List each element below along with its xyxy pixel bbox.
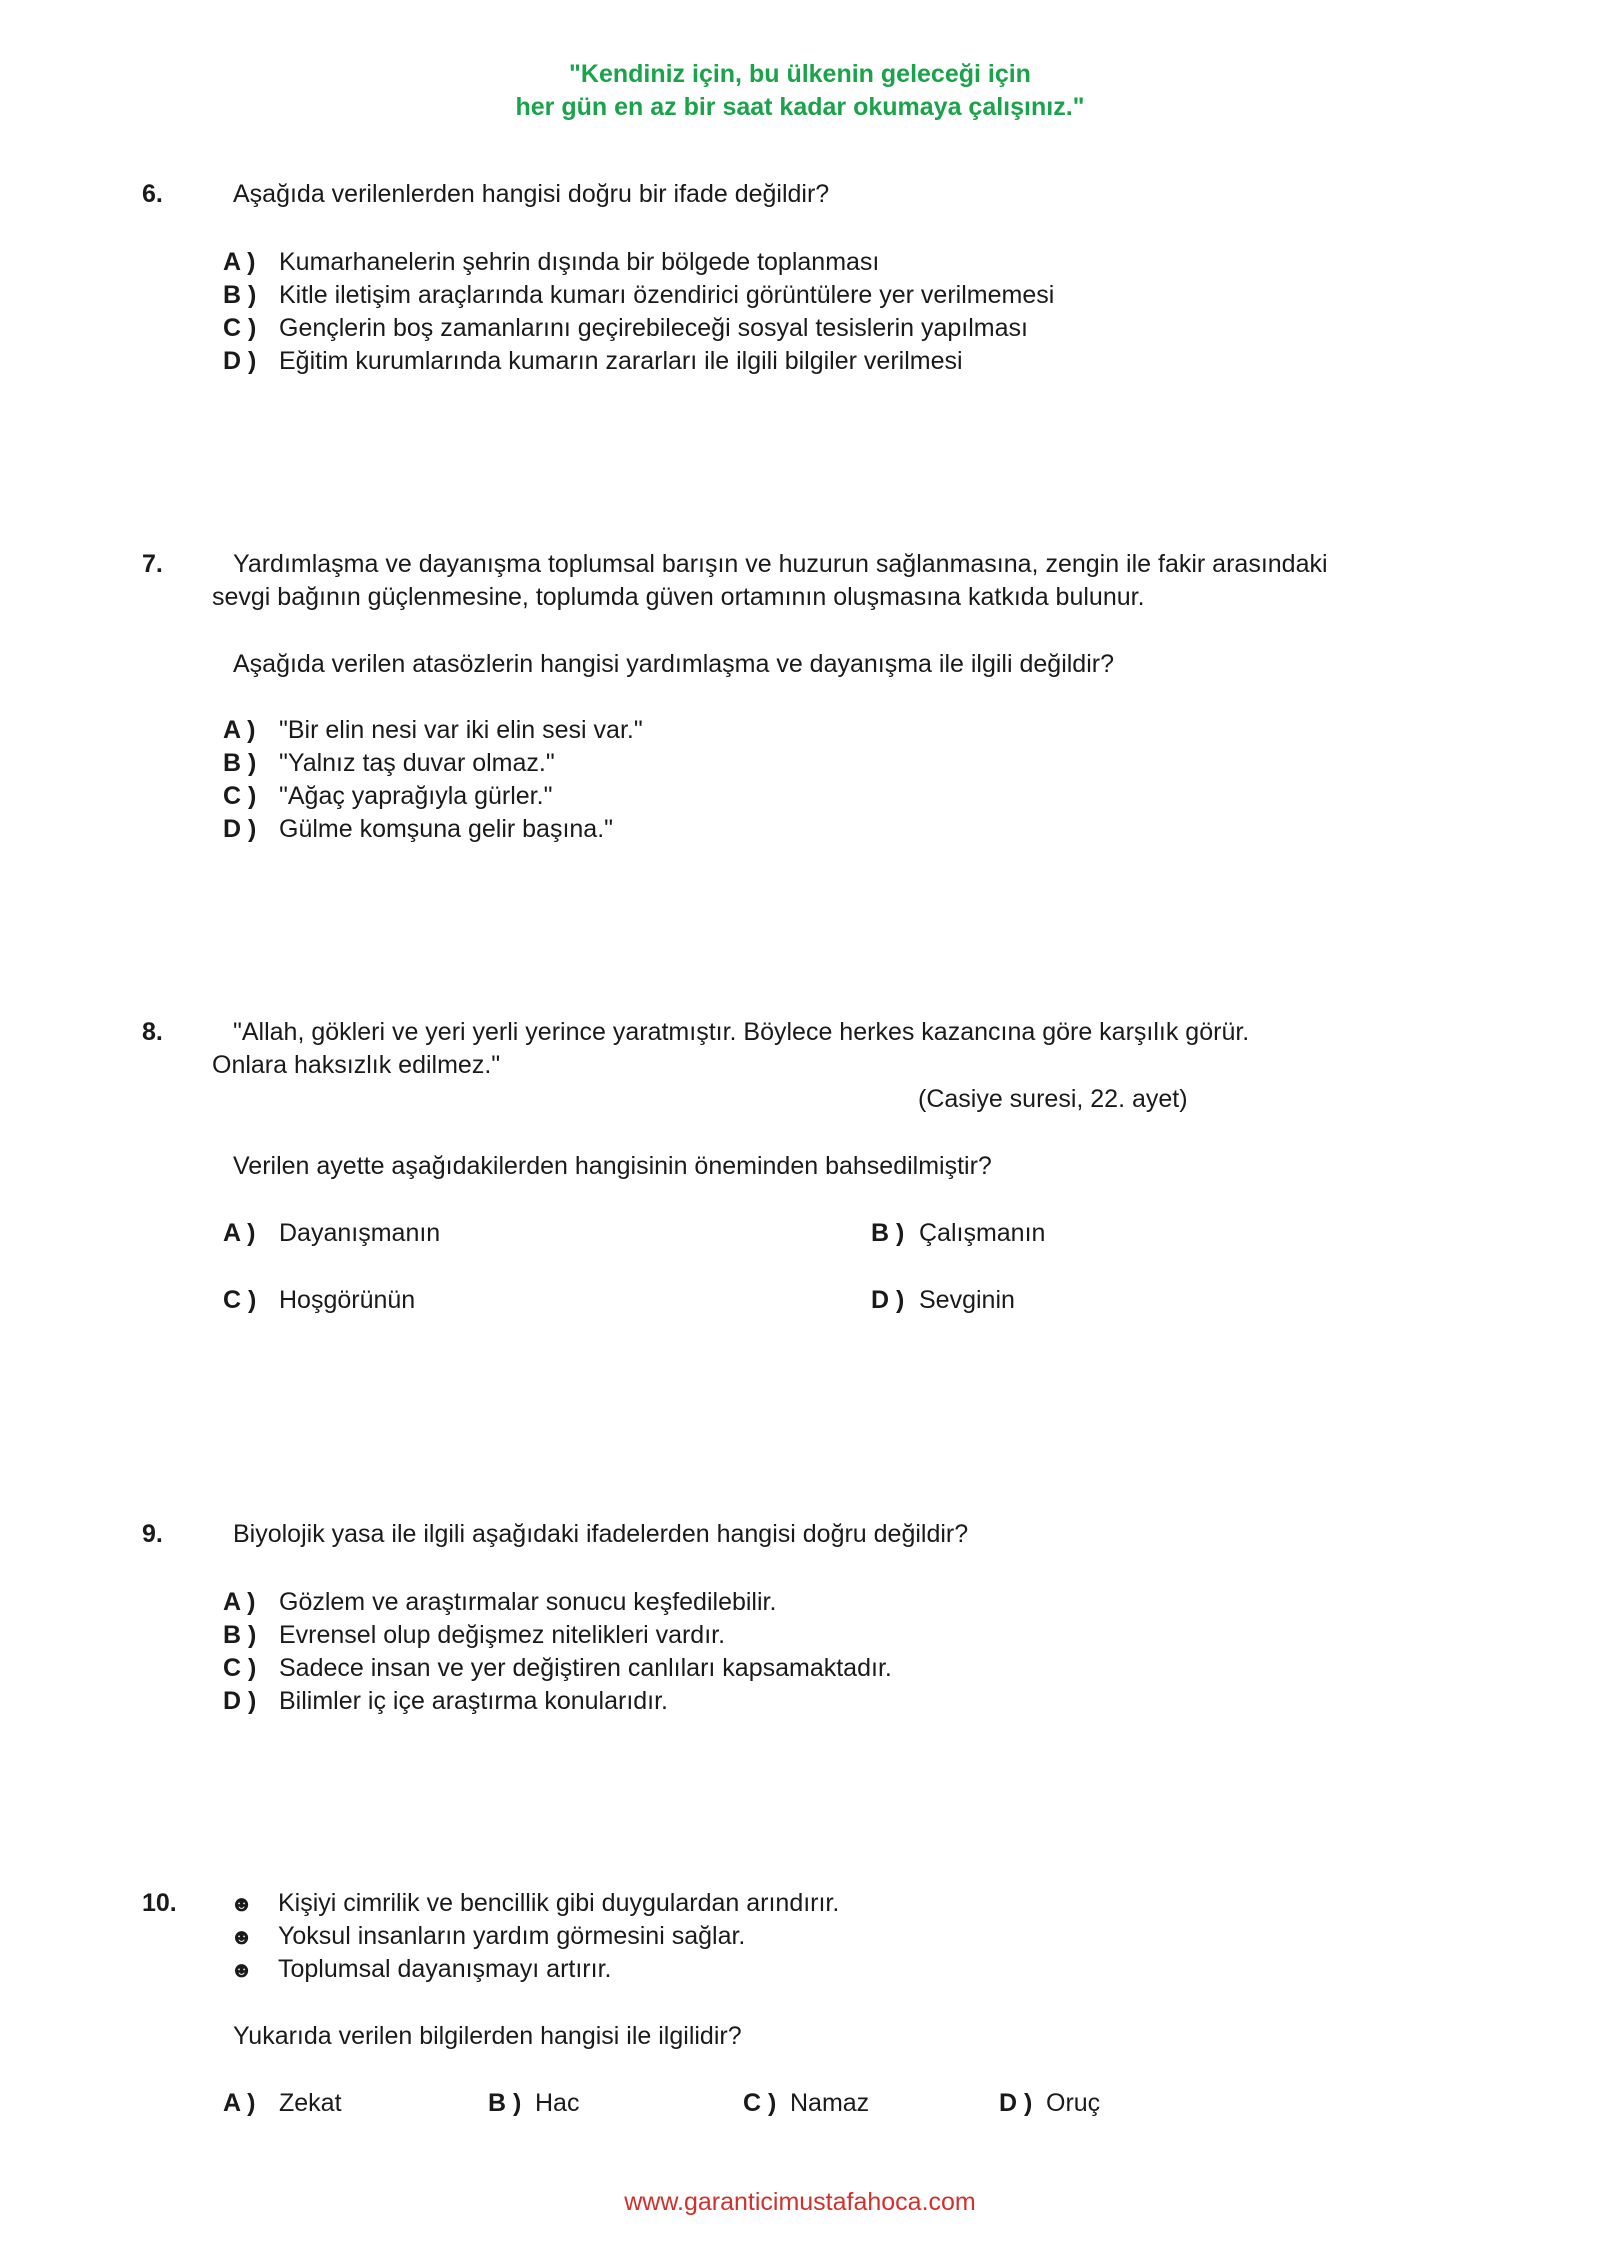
option-letter: C ) (223, 314, 257, 342)
bullet-item (230, 1920, 745, 1953)
option-letter: D ) (999, 2089, 1033, 2117)
option-text: "Yalnız taş duvar olmaz." (279, 749, 555, 777)
option-text: Kumarhanelerin şehrin dışında bir bölgede toplanması (279, 248, 880, 276)
bullet-item (230, 1953, 611, 1986)
option-text: Dayanışmanın (279, 1219, 441, 1247)
option-c[interactable] (223, 1652, 892, 1685)
option-letter: B ) (223, 749, 257, 777)
option-a[interactable] (223, 2087, 342, 2120)
smiley-bullet-icon: ☻ (230, 1891, 254, 1916)
option-d[interactable] (223, 1685, 668, 1718)
option-c[interactable] (223, 780, 552, 813)
website-link[interactable]: www.garanticimustafahoca.com (624, 2188, 976, 2216)
option-text: Evrensel olup değişmez nitelikleri vardır. (279, 1621, 726, 1649)
option-letter: A ) (223, 2089, 256, 2117)
question-number: 6. (142, 180, 163, 208)
option-text: Kitle iletişim araçlarında kumarı özendirici görüntülere yer verilmemesi (279, 281, 1055, 309)
option-letter: D ) (223, 347, 257, 375)
bullet-text: Kişiyi cimrilik ve bencillik gibi duygulardan arındırır. (278, 1889, 840, 1917)
option-b[interactable] (223, 747, 555, 780)
question-number: 8. (142, 1018, 163, 1046)
question-number: 7. (142, 550, 163, 578)
option-a[interactable] (223, 1217, 440, 1250)
motto-header (0, 58, 1600, 124)
option-d[interactable] (871, 1284, 1015, 1317)
option-d[interactable] (223, 813, 613, 846)
question-stem: Yukarıda verilen bilgilerden hangisi ile ilgilidir? (233, 2022, 742, 2050)
option-letter: B ) (223, 1621, 257, 1649)
option-letter: B ) (488, 2089, 522, 2117)
option-letter: D ) (223, 815, 257, 843)
option-b[interactable] (223, 279, 1054, 312)
motto-line-2: her gün en az bir saat kadar okumaya çalışınız." (515, 93, 1085, 121)
option-a[interactable] (223, 714, 643, 747)
option-letter: C ) (223, 1286, 257, 1314)
question-number: 9. (142, 1520, 163, 1548)
option-a[interactable] (223, 1586, 776, 1619)
option-b[interactable] (871, 1217, 1045, 1250)
question-intro-line-1: Yardımlaşma ve dayanışma toplumsal barışın ve huzurun sağlanmasına, zengin ile fakir arasındaki (233, 550, 1328, 578)
question-stem: Biyolojik yasa ile ilgili aşağıdaki ifadelerden hangisi doğru değildir? (233, 1520, 969, 1548)
option-letter: C ) (223, 1654, 257, 1682)
motto-line-1: "Kendiniz için, bu ülkenin geleceği için (569, 60, 1031, 88)
option-letter: B ) (871, 1219, 905, 1247)
bullet-text: Yoksul insanların yardım görmesini sağlar. (278, 1922, 746, 1950)
option-c[interactable] (223, 312, 1028, 345)
option-b[interactable] (223, 1619, 725, 1652)
option-text: "Ağaç yaprağıyla gürler." (279, 782, 553, 810)
option-text: Namaz (790, 2089, 870, 2117)
option-text: Çalışmanın (919, 1219, 1046, 1247)
smiley-bullet-icon: ☻ (230, 1924, 254, 1949)
option-letter: A ) (223, 1219, 256, 1247)
question-stem: Aşağıda verilen atasözlerin hangisi yardımlaşma ve dayanışma ile ilgili değildir? (233, 650, 1114, 678)
option-d[interactable] (223, 345, 963, 378)
bullet-item (230, 1887, 839, 1920)
option-text: Sevginin (919, 1286, 1015, 1314)
option-letter: C ) (223, 782, 257, 810)
option-text: Oruç (1046, 2089, 1101, 2117)
bullet-text: Toplumsal dayanışmayı artırır. (278, 1955, 612, 1983)
option-text: "Bir elin nesi var iki elin sesi var." (279, 716, 643, 744)
question-intro-line-1: "Allah, gökleri ve yeri yerli yerince yaratmıştır. Böylece herkes kazancına göre karşılık görür. (233, 1018, 1250, 1046)
option-text: Bilimler iç içe araştırma konularıdır. (279, 1687, 669, 1715)
option-letter: A ) (223, 1588, 256, 1616)
option-c[interactable] (743, 2087, 869, 2120)
option-letter: A ) (223, 248, 256, 276)
option-letter: B ) (223, 281, 257, 309)
option-text: Hoşgörünün (279, 1286, 416, 1314)
option-b[interactable] (488, 2087, 579, 2120)
question-intro-line-2: Onlara haksızlık edilmez." (212, 1051, 501, 1079)
verse-source: (Casiye suresi, 22. ayet) (918, 1085, 1188, 1113)
question-stem: Verilen ayette aşağıdakilerden hangisinin öneminden bahsedilmiştir? (233, 1152, 992, 1180)
option-text: Gözlem ve araştırmalar sonucu keşfedilebilir. (279, 1588, 777, 1616)
question-intro-line-2: sevgi bağının güçlenmesine, toplumda güven ortamının oluşmasına katkıda bulunur. (212, 583, 1145, 611)
option-letter: A ) (223, 716, 256, 744)
option-letter: D ) (223, 1687, 257, 1715)
option-d[interactable] (999, 2087, 1100, 2120)
question-number: 10. (142, 1889, 177, 1917)
question-stem: Aşağıda verilenlerden hangisi doğru bir ifade değildir? (233, 180, 830, 208)
option-text: Zekat (279, 2089, 342, 2117)
smiley-bullet-icon: ☻ (230, 1957, 254, 1982)
option-c[interactable] (223, 1284, 415, 1317)
option-text: Gülme komşuna gelir başına." (279, 815, 614, 843)
option-text: Sadece insan ve yer değiştiren canlıları kapsamaktadır. (279, 1654, 892, 1682)
option-text: Eğitim kurumlarında kumarın zararları ile ilgili bilgiler verilmesi (279, 347, 963, 375)
option-a[interactable] (223, 246, 879, 279)
option-text: Hac (535, 2089, 580, 2117)
option-letter: C ) (743, 2089, 777, 2117)
option-text: Gençlerin boş zamanlarını geçirebileceği sosyal tesislerin yapılması (279, 314, 1028, 342)
option-letter: D ) (871, 1286, 905, 1314)
